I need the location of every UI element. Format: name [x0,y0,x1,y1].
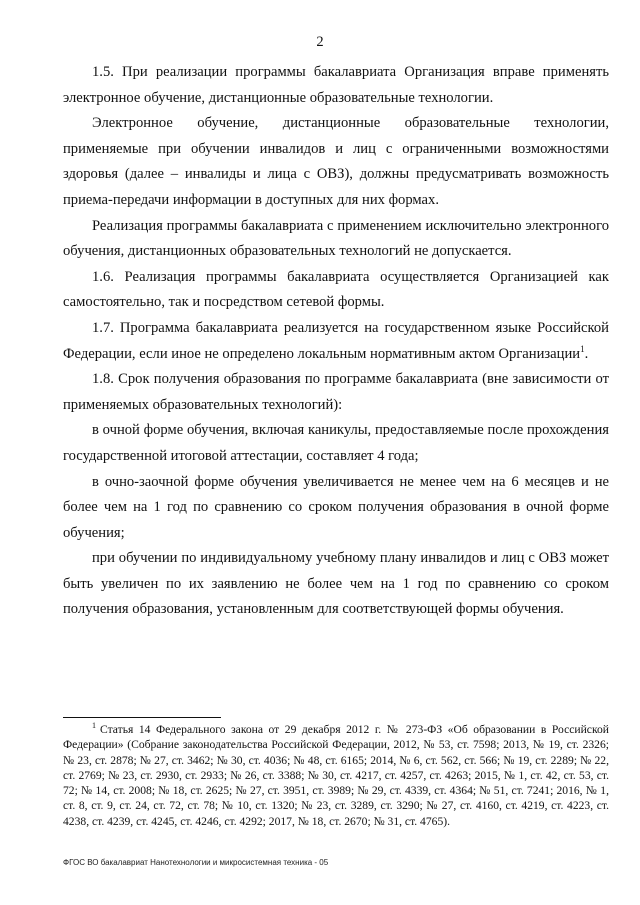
paragraph-1-7-text: 1.7. Программа бакалавриата реализуется на государственном языке Российской Федерации, если иное не определено локальным нормативным актом Организации [63,319,609,362]
paragraph-electronic-learning: Электронное обучение, дистанционные образовательные технологии, применяемые при обучении инвалидов и лиц с ограниченными возможностями здоровья (далее – инвалиды и лица с ОВЗ), должны предусматривать возможность приема-передачи информации в доступных для них формах. [63,115,609,208]
page-footer: ФГОС ВО бакалавриат Нанотехнологии и микросистемная техника - 05 [63,858,329,867]
page-number: 2 [316,34,324,50]
paragraph-1-6: 1.6. Реализация программы бакалавриата осуществляется Организацией как самостоятельно, так и посредством сетевой формы. [63,268,609,311]
footnote-reference[interactable]: 1 [580,343,585,354]
paragraph-exclusive-distance: Реализация программы бакалавриата с применением исключительно электронного обучения, дистанционных образовательных технологий не допускается. [63,217,609,260]
paragraph-1-5: 1.5. При реализации программы бакалавриата Организация вправе применять электронное обучение, дистанционные образовательные технологии. [63,64,609,106]
paragraph-1-8: 1.8. Срок получения образования по программе бакалавриата (вне зависимости от применяемых образовательных технологий): [63,371,609,413]
paragraph-full-time: в очной форме обучения, включая каникулы, предоставляемые после прохождения государственной итоговой аттестации, составляет 4 года; [63,422,609,464]
sentence-period: . [584,345,589,362]
paragraph-part-time: в очно-заочной форме обучения увеличивается не менее чем на 6 месяцев и не более чем на 1 год по сравнению со сроком получения образования в очной форме обучения; [63,473,609,541]
footnote-marker: 1 [92,721,96,731]
footnote-separator [63,717,221,718]
paragraph-1-7 [63,316,609,367]
document-body [63,60,609,623]
footnote-text: Статья 14 Федерального закона от 29 декабря 2012 г. № 273-ФЗ «Об образовании в Российской Федерации» (Собрание законодательства Российской Федерации, 2012, № 53, ст. 7598; 2013, № 19, ст. 2326; № 23, ст. 2878; № 27, ст. 3462; № 30, ст. 4036; № 48, ст. 6165; 2014, № 6, ст. 562, ст. 566; № 19, ст. 2289; № 22, ст. 2769; № 23, ст. 2930, ст. 2933; № 26, ст. 3388; № 30, ст. 4217, ст. 4257, ст. 4263; 2015, № 1, ст. 42, ст. 53, ст. 72; № 14, ст. 2008; № 18, ст. 2625; № 27, ст. 3951, ст. 3989; № 29, ст. 4339, ст. 4364; № 51, ст. 7241; 2016, № 1, ст. 8, ст. 9, ст. 24, ст. 72, ст. 78; № 10, ст. 1320; № 23, ст. 3289, ст. 3290; № 27, ст. 4160, ст. 4219, ст. 4223, ст. 4238, ст. 4239, ст. 4245, ст. 4246, ст. 4292; 2017, № 18, ст. 2670; № 31, ст. 4765). [63,723,609,828]
footnote [63,722,609,829]
paragraph-individual-plan: при обучении по индивидуальному учебному плану инвалидов и лиц с ОВЗ может быть увеличен по их заявлению не более чем на 1 год по сравнению со сроком получения образования, установленным для соответствующей формы обучения. [63,550,609,618]
